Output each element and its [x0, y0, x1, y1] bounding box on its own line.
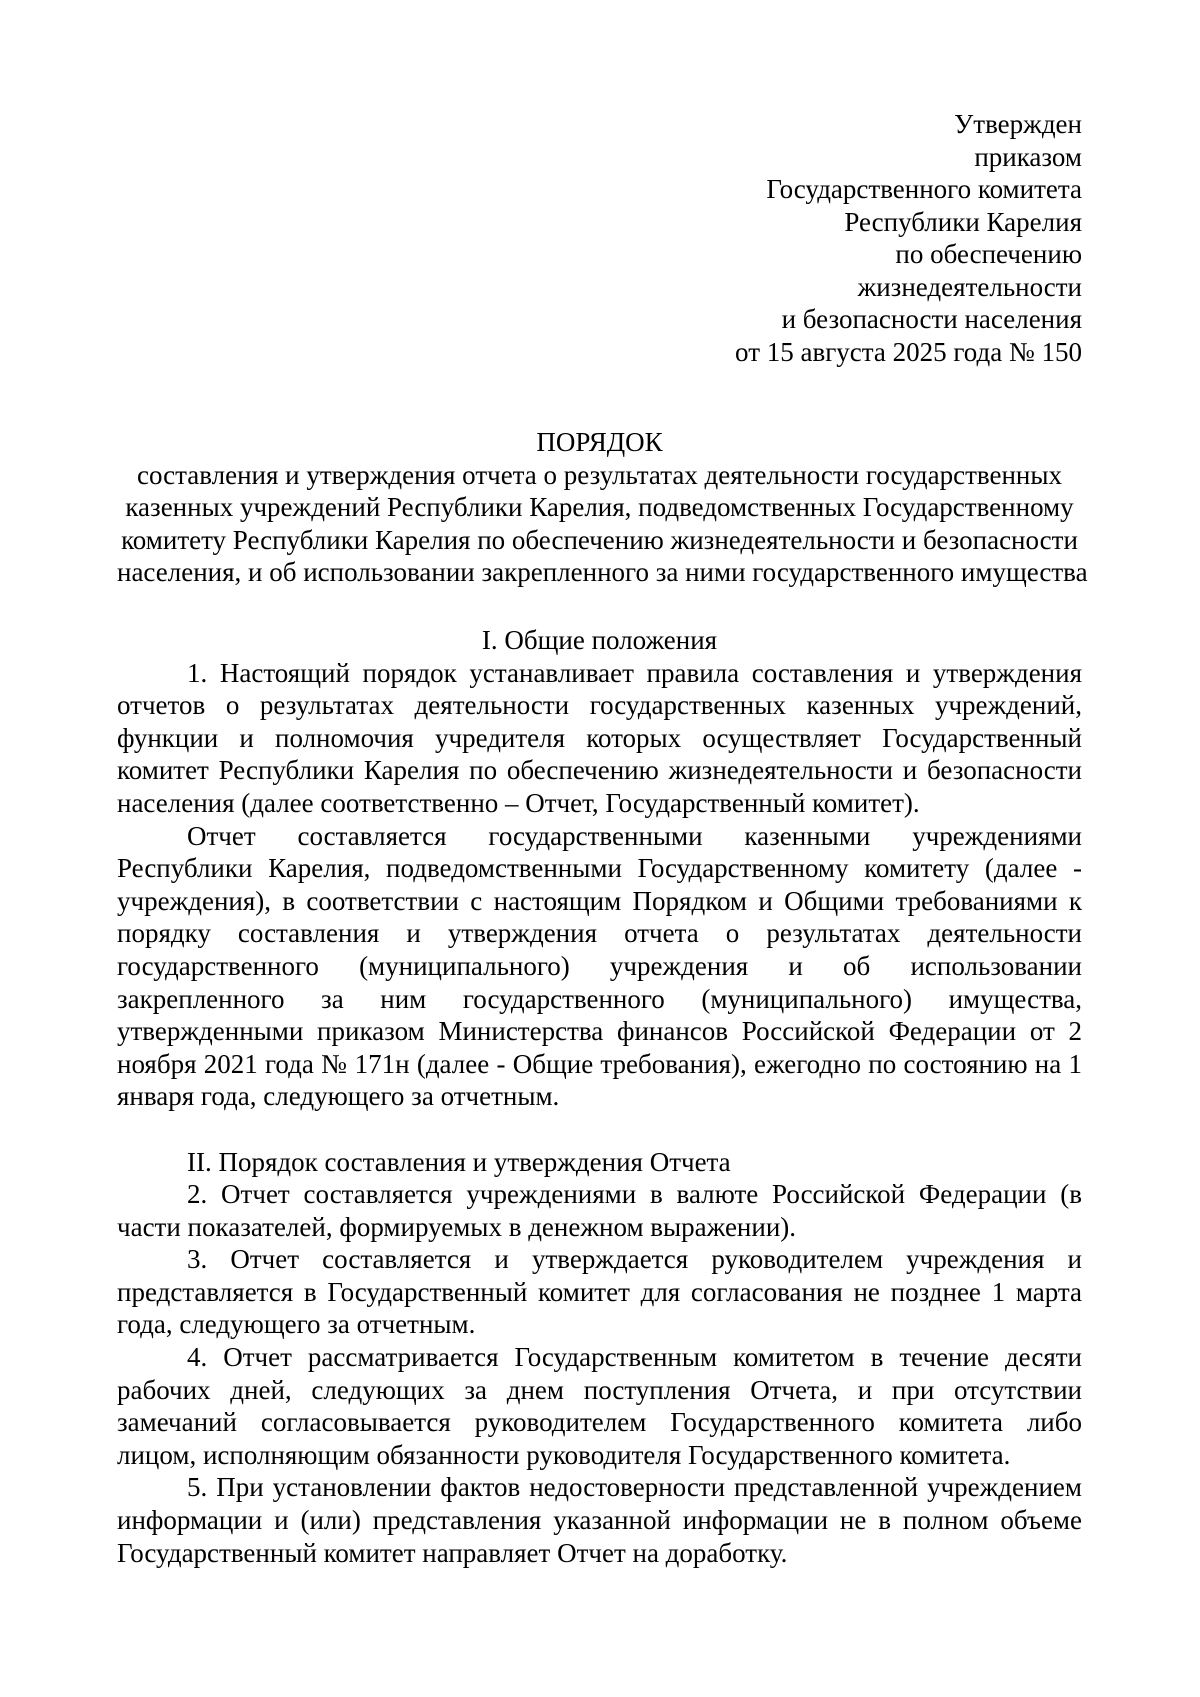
paragraph-2: 2. Отчет составляется учреждениями в валюте Российской Федерации (в части показателей, формируемых в денежном выражении). [117, 1179, 1082, 1242]
document-subtitle-line: комитету Республики Карелия по обеспечению жизнедеятельности и безопасности [121, 524, 1078, 555]
approval-line: жизнедеятельности [857, 271, 1082, 302]
approval-stamp-block [735, 108, 1082, 368]
approval-date-number: от 15 августа 2025 года № 150 [735, 336, 1082, 367]
section-heading-general: I. Общие положения [481, 625, 718, 655]
document-title-block [117, 426, 1088, 589]
approval-line: приказом [974, 141, 1082, 172]
paragraph-1: 1. Настоящий порядок устанавливает правила составления и утверждения отчетов о результатах деятельности государственных казенных учреждений, функции и полномочия учредителя которых осуществляет Государственный комитет Республики Карелия по обеспечению жизнедеятельности и безопасности населения (далее соответственно – Отчет, Государственный комитет). [117, 657, 1082, 818]
approval-line: Государственного комитета [766, 174, 1082, 204]
paragraph-3: 3. Отчет составляется и утверждается руководителем учреждения и представляется в Государственный комитет для согласования не позднее 1 марта года, следующего за отчетным. [117, 1244, 1082, 1340]
approval-line: и безопасности населения [781, 304, 1082, 334]
document-subtitle-line: составления и утверждения отчета о результатах деятельности государственных [136, 459, 1062, 490]
approval-line: Утвержден [954, 109, 1082, 139]
document-subtitle-line: населения, и об использовании закрепленного за ними государственного имущества [117, 557, 1088, 588]
paragraph-4: 4. Отчет рассматривается Государственным комитетом в течение десяти рабочих дней, следующих за днем поступления Отчета, и при отсутствии замечаний согласовывается руководителем Государственного комитета либо лицом, исполняющим обязанности руководителя Государственного комитета. [117, 1342, 1082, 1470]
section-spacer [117, 1113, 1082, 1146]
approval-line: Республики Карелия [844, 206, 1082, 237]
document-body [117, 624, 1082, 1569]
paragraph-1-continued: Отчет составляется государственными казенными учреждениями Республики Карелия, подведомственными Государственному комитету (далее - учреждения), в соответствии с настоящим Порядком и Общими требованиями к порядку составления и утверждения отчета о результатах деятельности государственного (муниципального) учреждения и об использовании закрепленного за ним государственного (муниципального) имущества, утвержденными приказом Министерства финансов Российской Федерации от 2 ноября 2021 года № 171н (далее - Общие требования), ежегодно по состоянию на 1 января года, следующего за отчетным. [117, 820, 1082, 1112]
paragraph-5: 5. При установлении фактов недостоверности представленной учреждением информации и (или) представления указанной информации не в полном объеме Государственный комитет направляет Отчет на доработку. [117, 1472, 1082, 1568]
document-subtitle-line: казенных учреждений Республики Карелия, подведомственных Государственному [125, 492, 1074, 523]
approval-line: по обеспечению [895, 239, 1082, 269]
section-heading-procedure: II. Порядок составления и утверждения Отчета [187, 1146, 731, 1177]
document-title: ПОРЯДОК [536, 427, 663, 457]
